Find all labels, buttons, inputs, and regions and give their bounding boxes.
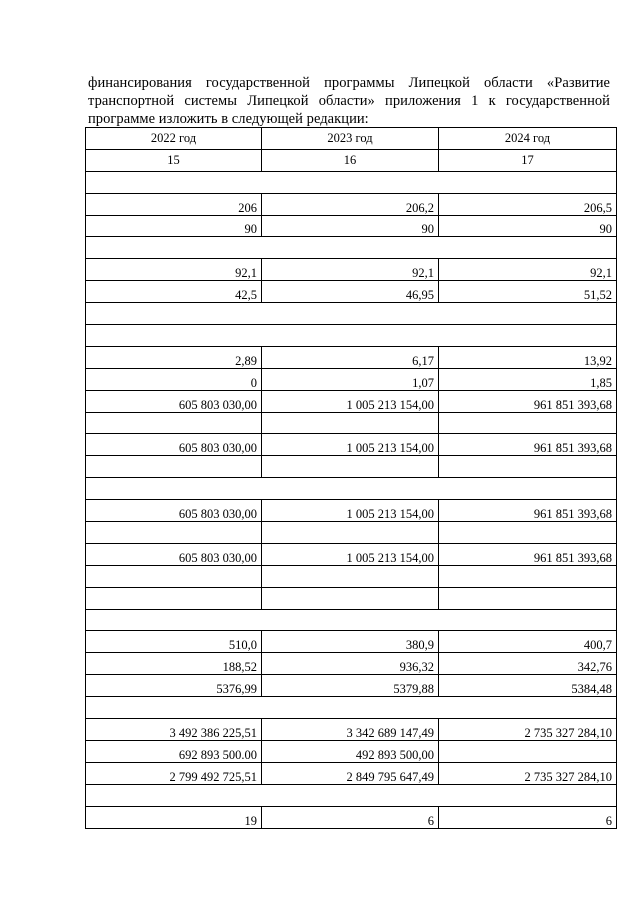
header-cell-2023: 2023 год bbox=[262, 128, 439, 150]
table-row bbox=[86, 500, 617, 522]
section-row bbox=[86, 697, 617, 719]
table-cell: 6 bbox=[262, 806, 439, 828]
table-cell: 692 893 500.00 bbox=[86, 740, 262, 762]
table-cell: 1 005 213 154,00 bbox=[262, 500, 439, 522]
table-cell: 961 851 393,68 bbox=[439, 390, 617, 412]
table-cell: 3 492 386 225,51 bbox=[86, 719, 262, 741]
table-row bbox=[86, 215, 617, 237]
table-cell: 3 342 689 147,49 bbox=[262, 719, 439, 741]
table-cell bbox=[439, 740, 617, 762]
table-cell bbox=[439, 522, 617, 544]
section-cell bbox=[86, 609, 617, 631]
table-cell: 19 bbox=[86, 806, 262, 828]
table-cell: 1 005 213 154,00 bbox=[262, 543, 439, 565]
section-cell bbox=[86, 171, 617, 193]
table-cell: 605 803 030,00 bbox=[86, 543, 262, 565]
table-cell bbox=[262, 565, 439, 587]
header-row bbox=[86, 128, 617, 150]
table-cell: 492 893 500,00 bbox=[262, 740, 439, 762]
section-cell bbox=[86, 478, 617, 500]
header-cell-2022: 2022 год bbox=[86, 128, 262, 150]
table-cell bbox=[439, 412, 617, 434]
table-cell: 342,76 bbox=[439, 653, 617, 675]
table-row bbox=[86, 412, 617, 434]
table-cell bbox=[439, 587, 617, 609]
header-cell-2024: 2024 год bbox=[439, 128, 617, 150]
table-cell: 90 bbox=[439, 215, 617, 237]
table-cell: 510,0 bbox=[86, 631, 262, 653]
table-cell: 380,9 bbox=[262, 631, 439, 653]
section-row bbox=[86, 303, 617, 325]
table-cell: 936,32 bbox=[262, 653, 439, 675]
table-cell: 188,52 bbox=[86, 653, 262, 675]
table-row bbox=[86, 631, 617, 653]
column-number-cell: 15 bbox=[86, 149, 262, 171]
column-number-cell: 16 bbox=[262, 149, 439, 171]
table-cell: 605 803 030,00 bbox=[86, 390, 262, 412]
table-row bbox=[86, 346, 617, 368]
section-row bbox=[86, 171, 617, 193]
table-row bbox=[86, 281, 617, 303]
section-row bbox=[86, 237, 617, 259]
table-cell: 961 851 393,68 bbox=[439, 500, 617, 522]
table-cell: 1,07 bbox=[262, 368, 439, 390]
section-cell bbox=[86, 697, 617, 719]
table-row bbox=[86, 740, 617, 762]
table-cell bbox=[86, 587, 262, 609]
table-cell: 206,5 bbox=[439, 193, 617, 215]
table-cell: 2 849 795 647,49 bbox=[262, 762, 439, 784]
table-cell: 1 005 213 154,00 bbox=[262, 434, 439, 456]
column-number-cell: 17 bbox=[439, 149, 617, 171]
table-cell: 42,5 bbox=[86, 281, 262, 303]
table-cell: 1,85 bbox=[439, 368, 617, 390]
table-cell: 90 bbox=[86, 215, 262, 237]
table-cell: 206 bbox=[86, 193, 262, 215]
table-cell: 92,1 bbox=[439, 259, 617, 281]
table-cell: 961 851 393,68 bbox=[439, 543, 617, 565]
table-cell bbox=[262, 456, 439, 478]
table-row bbox=[86, 762, 617, 784]
table-cell: 13,92 bbox=[439, 346, 617, 368]
financing-table bbox=[85, 127, 617, 829]
table-cell bbox=[262, 522, 439, 544]
table-cell: 605 803 030,00 bbox=[86, 500, 262, 522]
table-cell: 1 005 213 154,00 bbox=[262, 390, 439, 412]
section-row bbox=[86, 478, 617, 500]
section-row bbox=[86, 325, 617, 347]
table-cell: 206,2 bbox=[262, 193, 439, 215]
table-row bbox=[86, 653, 617, 675]
table-cell: 2 735 327 284,10 bbox=[439, 719, 617, 741]
table-row bbox=[86, 434, 617, 456]
table-row bbox=[86, 456, 617, 478]
column-number-row bbox=[86, 149, 617, 171]
financing-table-body bbox=[86, 128, 617, 829]
table-row bbox=[86, 259, 617, 281]
intro-paragraph: финансирования государственной программы Липецкой области «Развитие транспортной системы Липецкой области» приложения 1 к государственной программе изложить в следующей редакции: bbox=[88, 74, 610, 127]
table-cell: 6 bbox=[439, 806, 617, 828]
table-row bbox=[86, 390, 617, 412]
table-cell: 2,89 bbox=[86, 346, 262, 368]
table-cell: 6,17 bbox=[262, 346, 439, 368]
table-cell: 5376,99 bbox=[86, 675, 262, 697]
section-cell bbox=[86, 237, 617, 259]
table-cell bbox=[439, 565, 617, 587]
table-cell bbox=[439, 456, 617, 478]
table-row bbox=[86, 675, 617, 697]
table-cell: 5379,88 bbox=[262, 675, 439, 697]
section-cell bbox=[86, 325, 617, 347]
table-cell bbox=[86, 565, 262, 587]
table-row bbox=[86, 587, 617, 609]
table-cell: 605 803 030,00 bbox=[86, 434, 262, 456]
table-cell: 92,1 bbox=[86, 259, 262, 281]
table-cell: 5384,48 bbox=[439, 675, 617, 697]
table-cell: 400,7 bbox=[439, 631, 617, 653]
table-cell: 51,52 bbox=[439, 281, 617, 303]
table-row bbox=[86, 543, 617, 565]
table-row bbox=[86, 719, 617, 741]
table-cell: 2 799 492 725,51 bbox=[86, 762, 262, 784]
table-cell: 92,1 bbox=[262, 259, 439, 281]
table-cell: 46,95 bbox=[262, 281, 439, 303]
table-cell bbox=[86, 412, 262, 434]
table-cell: 961 851 393,68 bbox=[439, 434, 617, 456]
table-cell bbox=[262, 412, 439, 434]
table-row bbox=[86, 522, 617, 544]
section-row bbox=[86, 609, 617, 631]
table-cell bbox=[86, 456, 262, 478]
table-cell: 2 735 327 284,10 bbox=[439, 762, 617, 784]
table-row bbox=[86, 193, 617, 215]
table-row bbox=[86, 368, 617, 390]
section-cell bbox=[86, 784, 617, 806]
table-row bbox=[86, 565, 617, 587]
table-cell: 90 bbox=[262, 215, 439, 237]
table-row bbox=[86, 806, 617, 828]
table-cell: 0 bbox=[86, 368, 262, 390]
table-cell bbox=[86, 522, 262, 544]
table-cell bbox=[262, 587, 439, 609]
section-row bbox=[86, 784, 617, 806]
section-cell bbox=[86, 303, 617, 325]
